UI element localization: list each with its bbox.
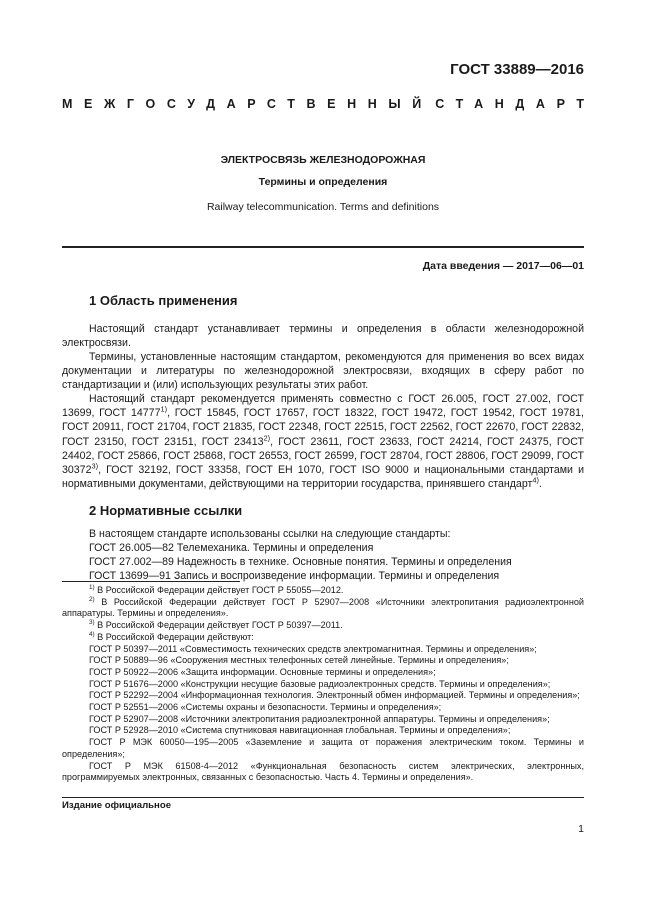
section-2-heading: 2 Нормативные ссылки xyxy=(89,503,243,518)
footnote-2: $^{2)}$ В Российской Федерации действует ГОСТ Р 52907—2008 «Источники электропитания радиоэлектронной аппаратуры. Термины и определения». xyxy=(62,595,584,619)
footnote-list-item: ГОСТ Р 50922—2006 «Защита информации. Основные термины и определения»; xyxy=(89,666,436,677)
document-code: ГОСТ 33889—2016 xyxy=(450,61,584,78)
footnote-list-item: ГОСТ Р 52292—2004 «Информационная технология. Электронный обмен информацией. Термины и определения»; xyxy=(89,690,580,701)
footnote-divider xyxy=(62,581,240,582)
reference-item: ГОСТ 13699—91 Запись и воспроизведение информации. Термины и определения xyxy=(89,570,500,582)
section-1-paragraph-2: Термины, установленные настоящим стандартом, рекомендуются для применения во всех видах документации и литературы по железнодорожной электросвязи, входящих в сферу работ по стандартизации и (или) использующих результаты этих работ. xyxy=(62,351,584,392)
section-1-heading: 1 Область применения xyxy=(89,293,238,308)
page-number: 1 xyxy=(578,823,584,835)
footnote-list-item: ГОСТ Р МЭК 60050—195—2005 «Заземление и защита от поражения электрическим током. Термины и определения»; xyxy=(62,737,584,759)
footnote-list-item: ГОСТ Р 50889—96 «Сооружения местных телефонных сетей линейные. Термины и определения»; xyxy=(89,655,509,666)
edition-divider xyxy=(62,797,584,798)
introduction-date: Дата введения — 2017—06—01 xyxy=(422,260,584,272)
footnote-list-item: ГОСТ Р 52928—2010 «Система спутниковая навигационная глобальная. Термины и определения»; xyxy=(89,725,511,736)
footnote-ref-3: 3) xyxy=(91,461,99,471)
footnotes xyxy=(62,585,584,784)
footnote-list-item: ГОСТ Р 50397—2011 «Совместимость технических средств электромагнитная. Термины и определения»; xyxy=(89,643,537,654)
footnote-ref-2: 2) xyxy=(263,433,271,443)
reference-item: ГОСТ 26.005—82 Телемеханика. Термины и определения xyxy=(89,542,374,554)
footnote-list-item: ГОСТ Р 52551—2006 «Системы охраны и безопасности. Термины и определения»; xyxy=(89,702,442,713)
banner-word-2: СТАНДАРТ xyxy=(435,97,596,111)
standard-type-banner xyxy=(62,97,596,111)
document-title-english: Railway telecommunication. Terms and definitions xyxy=(206,201,440,213)
section-1-paragraph-1: Настоящий стандарт устанавливает термины и определения в области железнодорожной электросвязи. xyxy=(62,323,584,350)
reference-item: ГОСТ 27.002—89 Надежность в технике. Основные понятия. Термины и определения xyxy=(89,556,512,568)
footnote-3: $^{3)}$ В Российской Федерации действует ГОСТ Р 50397—2011. xyxy=(89,619,343,631)
footnote-list-item: ГОСТ Р 52907—2008 «Источники электропитания радиоэлектронной аппаратуры. Термины и определения»; xyxy=(89,713,550,724)
footnote-list-item: ГОСТ Р МЭК 61508-4—2012 «Функциональная безопасность систем электрических, электронных, программируемых электронных, связанных с безопасностью. Часть 4. Термины и определения». xyxy=(62,760,584,783)
footnote-4: $^{4)}$ В Российской Федерации действуют: xyxy=(89,630,254,642)
footnote-ref-4: 4) xyxy=(532,475,539,485)
footnote-list-item: ГОСТ Р 51676—2000 «Конструкции несущие базовые радиоэлектронных средств. Термины и определения»; xyxy=(89,678,551,689)
footnote-1: $^{1)}$ В Российской Федерации действует ГОСТ Р 55055—2012. xyxy=(89,583,344,595)
section-1-paragraph-3: Настоящий стандарт рекомендуется применять совместно с ГОСТ 26.005, ГОСТ 27.002, ГОСТ 13699, ГОСТ 14777$^{1)}$, ГОСТ 15845, ГОСТ 17657, ГОСТ 18322, ГОСТ 19472, ГОСТ 19542, ГОСТ 19781, ГОСТ 20911, ГОСТ 21704, ГОСТ 21835, ГОСТ 22348, ГОСТ 22515, ГОСТ 22562, ГОСТ 22670, ГОСТ 22832, ГОСТ 23150, ГОСТ 23151, ГОСТ 23413$^{2)}$, ГОСТ 23611, ГОСТ 23633, ГОСТ 24214, ГОСТ 24375, ГОСТ 24402, ГОСТ 25866, ГОСТ 25868, ГОСТ 26553, ГОСТ 26599, ГОСТ 28704, ГОСТ 28806, ГОСТ 29099, ГОСТ 30372$^{3)}$, ГОСТ 32192, ГОСТ 33358, ГОСТ ЕН 1070, ГОСТ ISO 9000 и национальными стандартами и нормативными документами, действующими на территории государства, принявшего стандарт$^{4)}$. xyxy=(62,393,585,491)
edition-label: Издание официальное xyxy=(62,800,172,811)
footnote-ref-1: 1) xyxy=(160,404,168,414)
references-intro: В настоящем стандарте использованы ссылки на следующие стандарты: xyxy=(89,528,451,540)
document-subtitle: Термины и определения xyxy=(258,176,388,188)
banner-word-1: МЕЖГОСУДАРСТВЕННЫЙ xyxy=(62,97,433,111)
title-divider xyxy=(62,246,584,248)
document-title: ЭЛЕКТРОСВЯЗЬ ЖЕЛЕЗНОДОРОЖНАЯ xyxy=(220,154,426,166)
